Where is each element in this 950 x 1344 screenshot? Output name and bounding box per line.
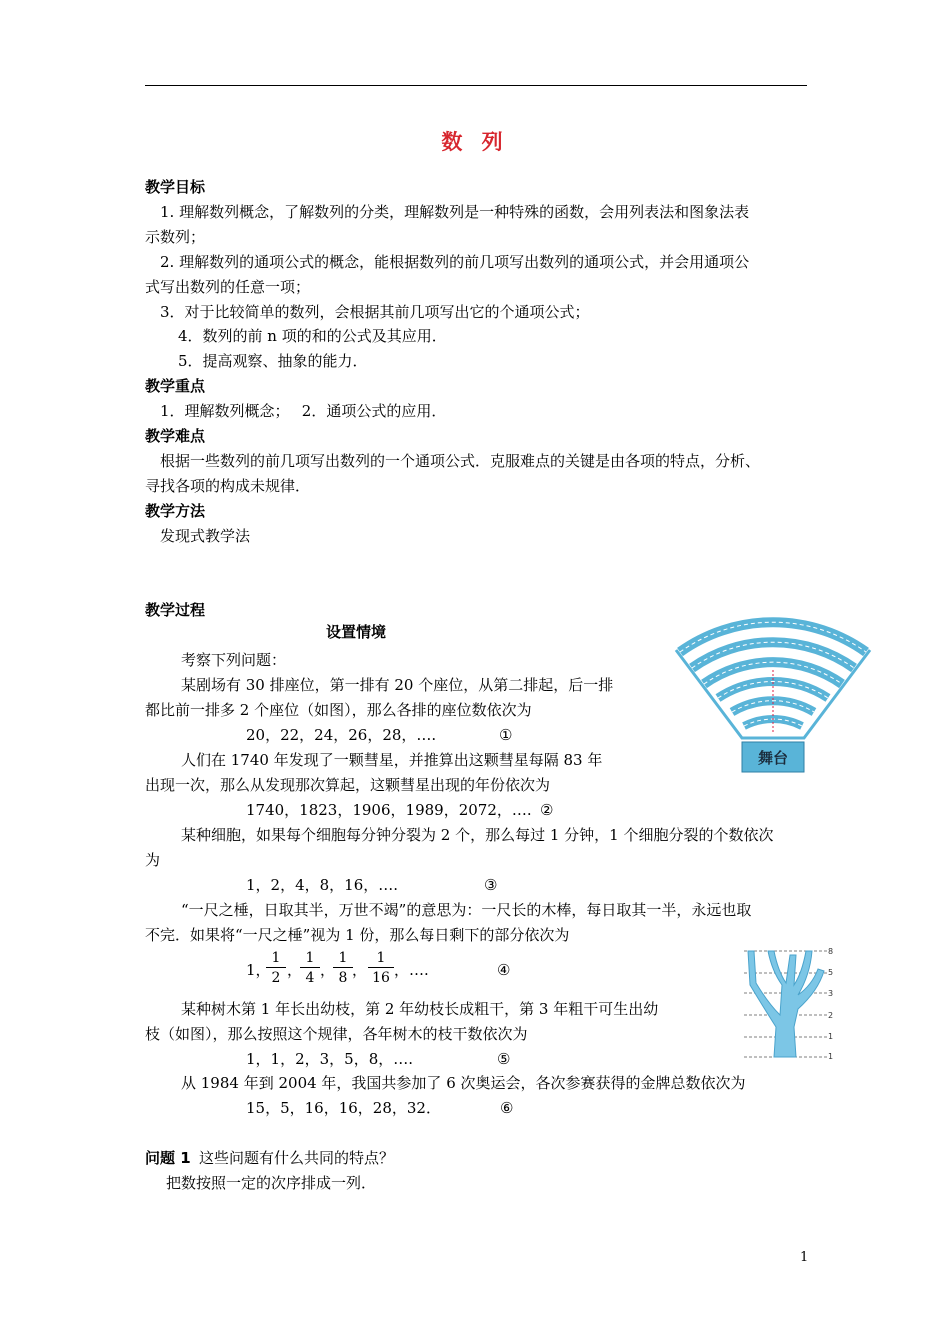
sequence-2: 1740，1823，1906，1989，2072，…. — [246, 801, 532, 819]
page-title: 数 列 — [441, 130, 509, 154]
paragraph-line: 某剧场有 30 排座位，第一排有 20 个座位，从第二排起，后一排 — [181, 676, 614, 694]
paragraph-line: 枝（如图），那么按照这个规律，各年树木的枝干数依次为 — [145, 1025, 528, 1043]
paragraph-line: 某种树木第 1 年长出幼枝，第 2 年幼枝长成粗干，第 3 年粗干可生出幼 — [181, 1000, 659, 1018]
tree-level-label: 2 — [828, 1011, 834, 1020]
intro-text: 考察下列问题： — [181, 651, 287, 669]
sequence-1: 20，22，24，26，28，…. — [246, 726, 437, 744]
method-text: 发现式教学法 — [160, 527, 251, 545]
sequence-6: 15，5，16，16，28，32． — [246, 1099, 441, 1117]
scene-heading: 设置情境 — [326, 623, 387, 641]
separator: ， — [320, 961, 336, 979]
goal-line: 2. 理解数列的通项公式的概念，能根据数列的前几项写出数列的通项公式，并会用通项公 — [160, 253, 750, 271]
question-1-text: 这些问题有什么共同的特点？ — [199, 1149, 395, 1167]
difficulty-heading: 教学难点 — [145, 427, 206, 445]
sequence-marker: ② — [540, 801, 554, 819]
fraction: $\frac{1}{2}$ — [266, 950, 286, 986]
header-rule — [145, 85, 807, 86]
sequence-marker: ⑥ — [500, 1099, 514, 1117]
separator: ， — [352, 961, 368, 979]
goal-line: 式写出数列的任意一项； — [145, 278, 311, 296]
paragraph-line: 从 1984 年到 2004 年，我国共参加了 6 次奥运会，各次参赛获得的金牌总数依次为 — [181, 1074, 746, 1092]
paragraph-line: 不完．如果将“一尺之棰”视为 1 份，那么每日剩下的部分依次为 — [145, 926, 570, 944]
sequence-4-tail: ，…. — [394, 961, 429, 979]
question-1-answer: 把数按照一定的次序排成一列． — [166, 1174, 377, 1192]
sequence-4-first: 1， — [246, 961, 271, 979]
key-points-heading: 教学重点 — [145, 377, 206, 395]
fraction: $\frac{1}{8}$ — [333, 950, 353, 986]
key-points-text: 1．理解数列概念； 2．通项公式的应用． — [160, 402, 447, 420]
theater-seating-figure — [672, 608, 874, 778]
difficulty-text: 寻找各项的构成未规律． — [145, 477, 311, 495]
tree-level-label: 1 — [828, 1052, 834, 1061]
difficulty-text: 根据一些数列的前几项写出数列的一个通项公式．克服难点的关键是由各项的特点，分析、 — [160, 452, 761, 470]
paragraph-line: 出现一次，那么从发现那次算起，这颗彗星出现的年份依次为 — [145, 776, 551, 794]
page-number: 1 — [800, 1250, 809, 1265]
method-heading: 教学方法 — [145, 502, 206, 520]
tree-level-label: 8 — [828, 947, 834, 956]
tree-level-label: 5 — [828, 968, 834, 977]
sequence-marker: ④ — [497, 961, 511, 979]
separator: ， — [287, 961, 303, 979]
tree-level-label: 1 — [828, 1032, 834, 1041]
goal-line: 示数列； — [145, 228, 206, 246]
paragraph-line: 某种细胞，如果每个细胞每分钟分裂为 2 个，那么每过 1 分钟，1 个细胞分裂的个数依次 — [181, 826, 774, 844]
goal-line: 4．数列的前 n 项的和的公式及其应用． — [178, 327, 447, 345]
sequence-marker: ③ — [484, 876, 498, 894]
stage-label: 舞台 — [757, 749, 789, 767]
sequence-marker: ⑤ — [497, 1050, 511, 1068]
fraction: $\frac{1}{16}$ — [368, 950, 394, 986]
paragraph-line: “一尺之棰，日取其半，万世不竭”的意思为：一尺长的木棒，每日取其一半，永远也取 — [181, 901, 752, 919]
paragraph-line: 人们在 1740 年发现了一颗彗星，并推算出这颗彗星每隔 83 年 — [181, 751, 603, 769]
goals-heading: 教学目标 — [145, 178, 206, 196]
sequence-5: 1，1，2，3，5，8，…. — [246, 1050, 414, 1068]
paragraph-line: 都比前一排多 2 个座位（如图），那么各排的座位数依次为 — [145, 701, 532, 719]
tree-figure — [742, 945, 834, 1063]
sequence-marker: ① — [499, 726, 513, 744]
goal-line: 5．提高观察、抽象的能力． — [178, 352, 368, 370]
process-heading: 教学过程 — [145, 601, 206, 619]
paragraph-line: 为 — [145, 851, 161, 869]
fraction: $\frac{1}{4}$ — [300, 950, 320, 986]
sequence-3: 1，2，4，8，16，…. — [246, 876, 399, 894]
tree-level-label: 3 — [828, 989, 834, 998]
question-1-label: 问题 1 — [145, 1149, 191, 1167]
goal-line: 1. 理解数列概念，了解数列的分类，理解数列是一种特殊的函数，会用列表法和图象法表 — [160, 203, 750, 221]
goal-line: 3．对于比较简单的数列，会根据其前几项写出它的个通项公式； — [160, 303, 590, 321]
